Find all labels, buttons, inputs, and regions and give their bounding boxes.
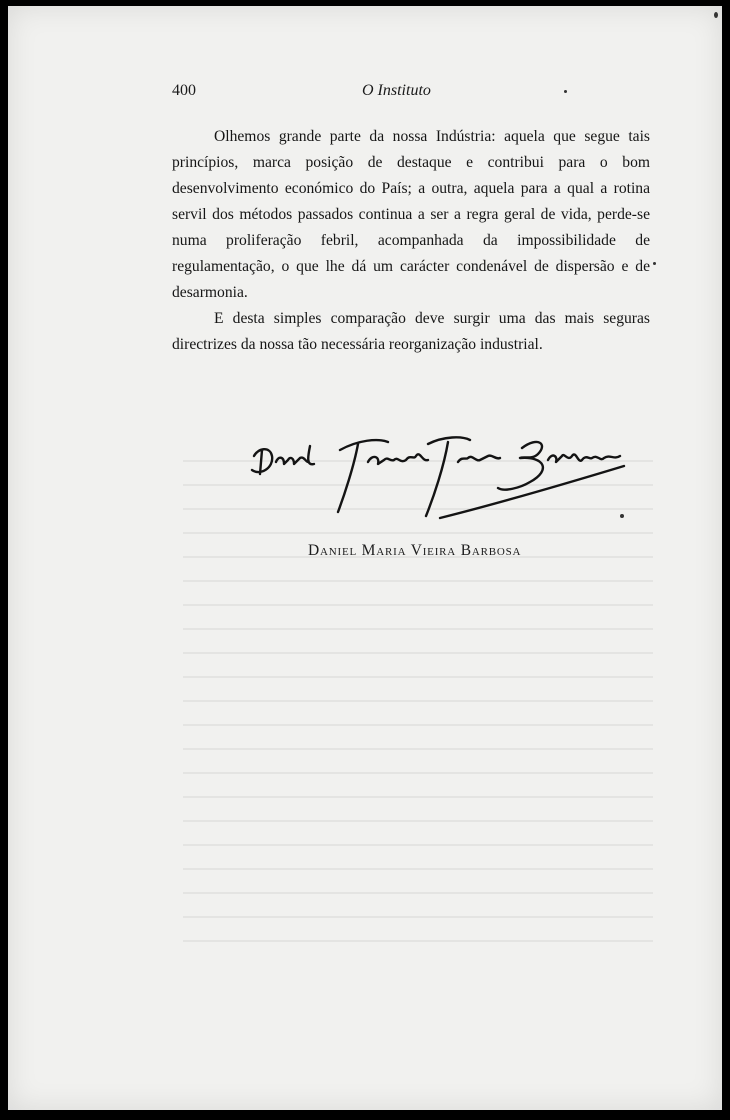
page-header bbox=[172, 82, 640, 104]
handwritten-signature bbox=[248, 426, 628, 536]
ink-speck bbox=[620, 514, 624, 518]
paragraph-1: Olhemos grande parte da nossa Indústria: aquela que segue tais princípios, marca posição de destaque e contribui para o bom desenvolvimento económico do País; a outra, aquela para a qual a rotina servil dos métodos passados continua a ser a regra geral de vida, perde-se numa proliferação febril, acompanhada da impossibilidade de regulamentação, o que lhe dá um carácter condenável de dispersão e de desarmonia. bbox=[172, 128, 650, 301]
page-number: 400 bbox=[172, 82, 196, 99]
document-page bbox=[8, 6, 722, 1110]
ink-speck bbox=[714, 12, 718, 18]
paragraph-2: E desta simples comparação deve surgir uma das mais seguras directrizes da nossa tão necessária reorganização industrial. bbox=[172, 310, 650, 353]
author-name: Daniel Maria Vieira Barbosa bbox=[308, 542, 522, 559]
ink-speck bbox=[564, 90, 567, 93]
running-title: O Instituto bbox=[362, 82, 431, 99]
ink-speck bbox=[653, 262, 656, 265]
body-text bbox=[172, 124, 650, 358]
